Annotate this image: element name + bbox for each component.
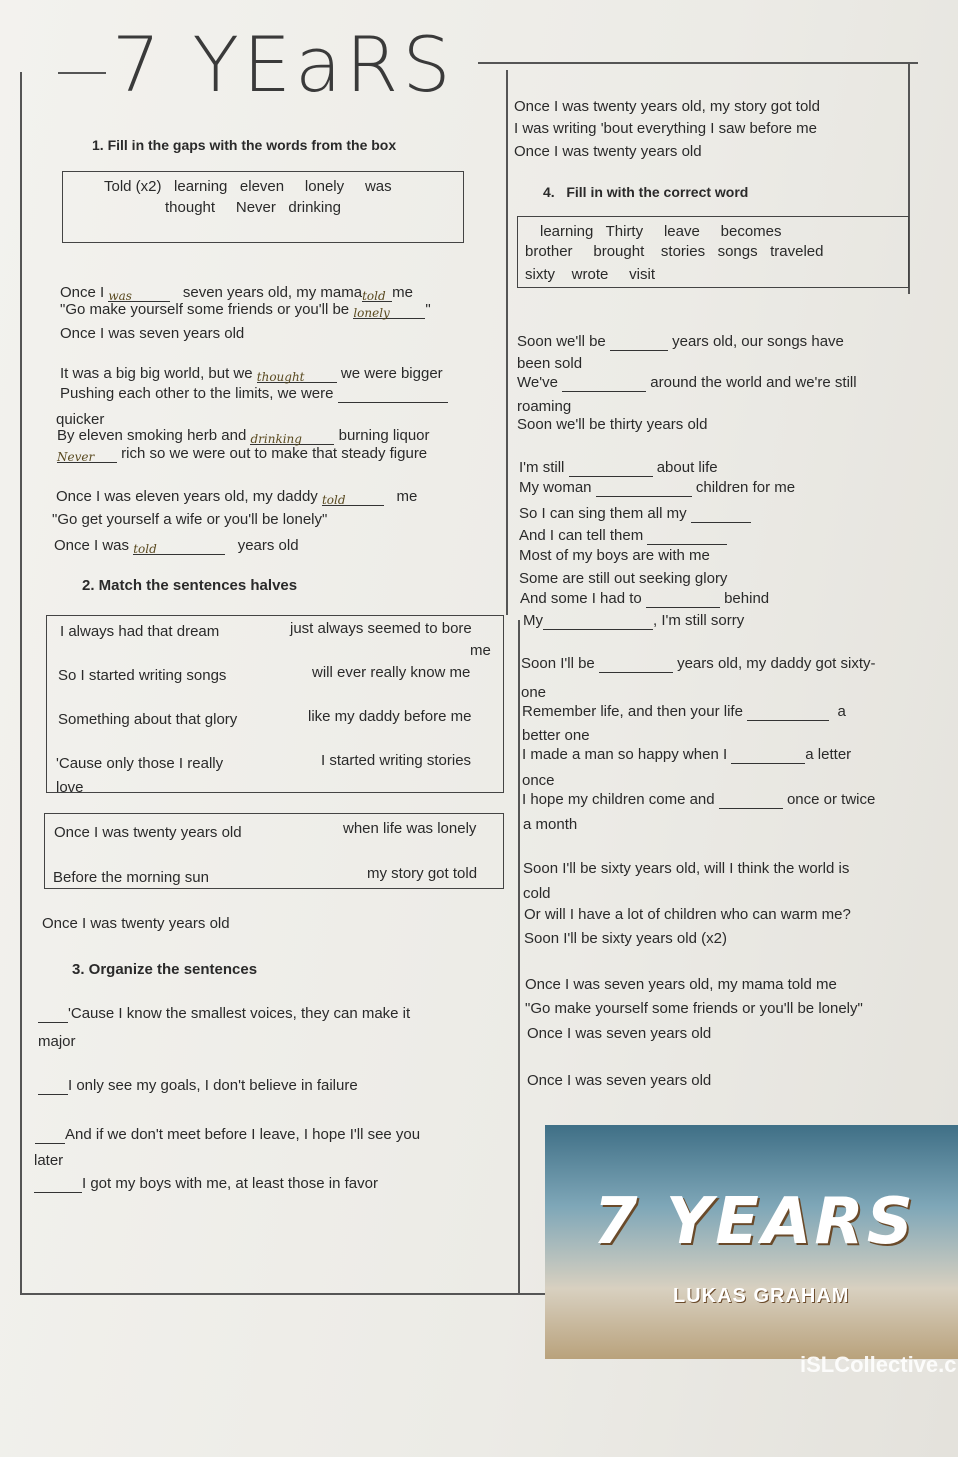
- r-line-10: Most of my boys are with me: [519, 547, 710, 564]
- r-line-26: Once I was seven years old, my mama told me: [525, 976, 837, 993]
- match-left-2: So I started writing songs: [58, 667, 227, 684]
- organize-item-4: I got my boys with me, at least those in favor: [34, 1175, 378, 1193]
- album-poster: [545, 1125, 958, 1359]
- ex1-line-8: Never rich so we were out to make that steady figure: [57, 445, 428, 464]
- right-top-line-2: I was writing 'bout everything I saw before me: [514, 120, 818, 137]
- frame-left: [20, 72, 22, 1294]
- right-top-line-3: Once I was twenty years old: [514, 143, 702, 160]
- match-right-2: will ever really know me: [312, 664, 471, 681]
- ex1-line-9: Once I was eleven years old, my daddy told me: [56, 488, 418, 507]
- ex1-line-5: Pushing each other to the limits, we were: [60, 385, 448, 403]
- r-line-12: And some I had to behind: [520, 590, 770, 607]
- r-line-15: one: [521, 684, 547, 701]
- ex1-line-10: "Go get yourself a wife or you'll be lonely": [52, 511, 328, 528]
- poster-artist: LUKAS GRAHAM: [673, 1285, 850, 1307]
- match-right-1b: me: [470, 642, 491, 659]
- r-line-11: Some are still out seeking glory: [519, 570, 728, 587]
- r-line-28: Once I was seven years old: [527, 1025, 712, 1042]
- r-line-14: Soon I'll be years old, my daddy got sixty-: [521, 655, 876, 672]
- r-line-29: Once I was seven years old: [527, 1072, 712, 1089]
- ex2-after-line: Once I was twenty years old: [42, 915, 230, 932]
- r-line-25: Soon I'll be sixty years old (x2): [524, 930, 727, 947]
- title-underline-left: [58, 72, 106, 74]
- r-line-5: Soon we'll be thirty years old: [517, 416, 708, 433]
- r-line-18: I made a man so happy when I a letter: [522, 746, 852, 763]
- r-line-27: "Go make yourself some friends or you'll be lonely": [525, 1000, 863, 1017]
- match-right-4: I started writing stories: [321, 752, 472, 769]
- organize-item-3b: later: [34, 1152, 64, 1169]
- r-line-2: been sold: [517, 355, 583, 372]
- r-line-24: Or will I have a lot of children who can warm me?: [524, 906, 851, 923]
- ex1-line-1: Once I was seven years old, my mamatold me: [60, 284, 413, 303]
- match2-right-2: my story got told: [367, 865, 478, 882]
- r-line-6: I'm still about life: [519, 459, 718, 476]
- poster-title: 7 YEARS: [593, 1185, 916, 1259]
- r-line-1: Soon we'll be years old, our songs have: [517, 333, 844, 350]
- match-left-3: Something about that glory: [58, 711, 238, 728]
- r-line-21: a month: [523, 816, 578, 833]
- r-line-23: cold: [523, 885, 551, 902]
- frame-bottom: [20, 1293, 545, 1295]
- frame-middle: [506, 70, 508, 615]
- r-line-17: better one: [522, 727, 590, 744]
- r-line-20: I hope my children come and once or twice: [522, 791, 876, 808]
- match-left-5: love: [56, 779, 84, 796]
- r-line-9: And I can tell them: [519, 527, 727, 545]
- ex1-line-6: quicker: [56, 411, 105, 428]
- exercise-4-box-row-2: brother brought stories songs traveled: [525, 243, 824, 260]
- exercise-2-heading: 2. Match the sentences halves: [82, 577, 298, 594]
- r-line-8: So I can sing them all my: [519, 505, 751, 523]
- r-line-22: Soon I'll be sixty years old, will I think the world is: [523, 860, 850, 877]
- frame-middle-lower: [518, 620, 520, 1295]
- match-right-1: just always seemed to bore: [290, 620, 472, 637]
- title-underline-right: [478, 62, 918, 64]
- watermark: iSLCollective.c: [800, 1352, 957, 1377]
- worksheet-title: 7 YEaRS: [112, 20, 455, 109]
- right-top-line-1: Once I was twenty years old, my story got told: [514, 98, 820, 115]
- r-line-19: once: [522, 772, 555, 789]
- match2-left-2: Before the morning sun: [53, 869, 209, 886]
- r-line-16: Remember life, and then your life a: [522, 703, 846, 720]
- match2-right-1: when life was lonely: [343, 820, 477, 837]
- exercise-1-heading: 1. Fill in the gaps with the words from the box: [92, 137, 397, 153]
- ex1-line-2: "Go make yourself some friends or you'll be lonely ": [60, 301, 431, 320]
- match2-left-1: Once I was twenty years old: [54, 824, 242, 841]
- match-left-4: 'Cause only those I really: [56, 755, 224, 772]
- match-right-3: like my daddy before me: [308, 708, 472, 725]
- ex1-line-7: By eleven smoking herb and drinking burning liquor: [57, 427, 430, 446]
- organize-item-2: I only see my goals, I don't believe in failure: [38, 1077, 358, 1095]
- r-line-3: We've around the world and we're still: [517, 374, 857, 391]
- exercise-3-heading: 3. Organize the sentences: [72, 961, 258, 978]
- organize-item-1b: major: [38, 1033, 76, 1050]
- r-line-4: roaming: [517, 398, 572, 415]
- r-line-7: My woman children for me: [519, 479, 796, 496]
- exercise-4-heading: 4. Fill in with the correct word: [543, 184, 749, 200]
- organize-item-1: 'Cause I know the smallest voices, they can make it: [38, 1005, 410, 1023]
- ex1-line-11: Once I was told years old: [54, 537, 299, 556]
- exercise-1-box-row-2: thought Never drinking: [165, 199, 341, 216]
- exercise-1-box-row-1: Told (x2) learning eleven lonely was: [104, 178, 392, 195]
- organize-item-3: And if we don't meet before I leave, I hope I'll see you: [35, 1126, 420, 1144]
- match-left-1: I always had that dream: [60, 623, 220, 640]
- ex1-line-4: It was a big big world, but we thought we were bigger: [60, 365, 443, 384]
- exercise-4-box-row-1: learning Thirty leave becomes: [540, 223, 782, 240]
- r-line-13: My , I'm still sorry: [523, 612, 745, 629]
- ex1-line-3: Once I was seven years old: [60, 325, 245, 342]
- exercise-4-box-row-3: sixty wrote visit: [525, 266, 656, 283]
